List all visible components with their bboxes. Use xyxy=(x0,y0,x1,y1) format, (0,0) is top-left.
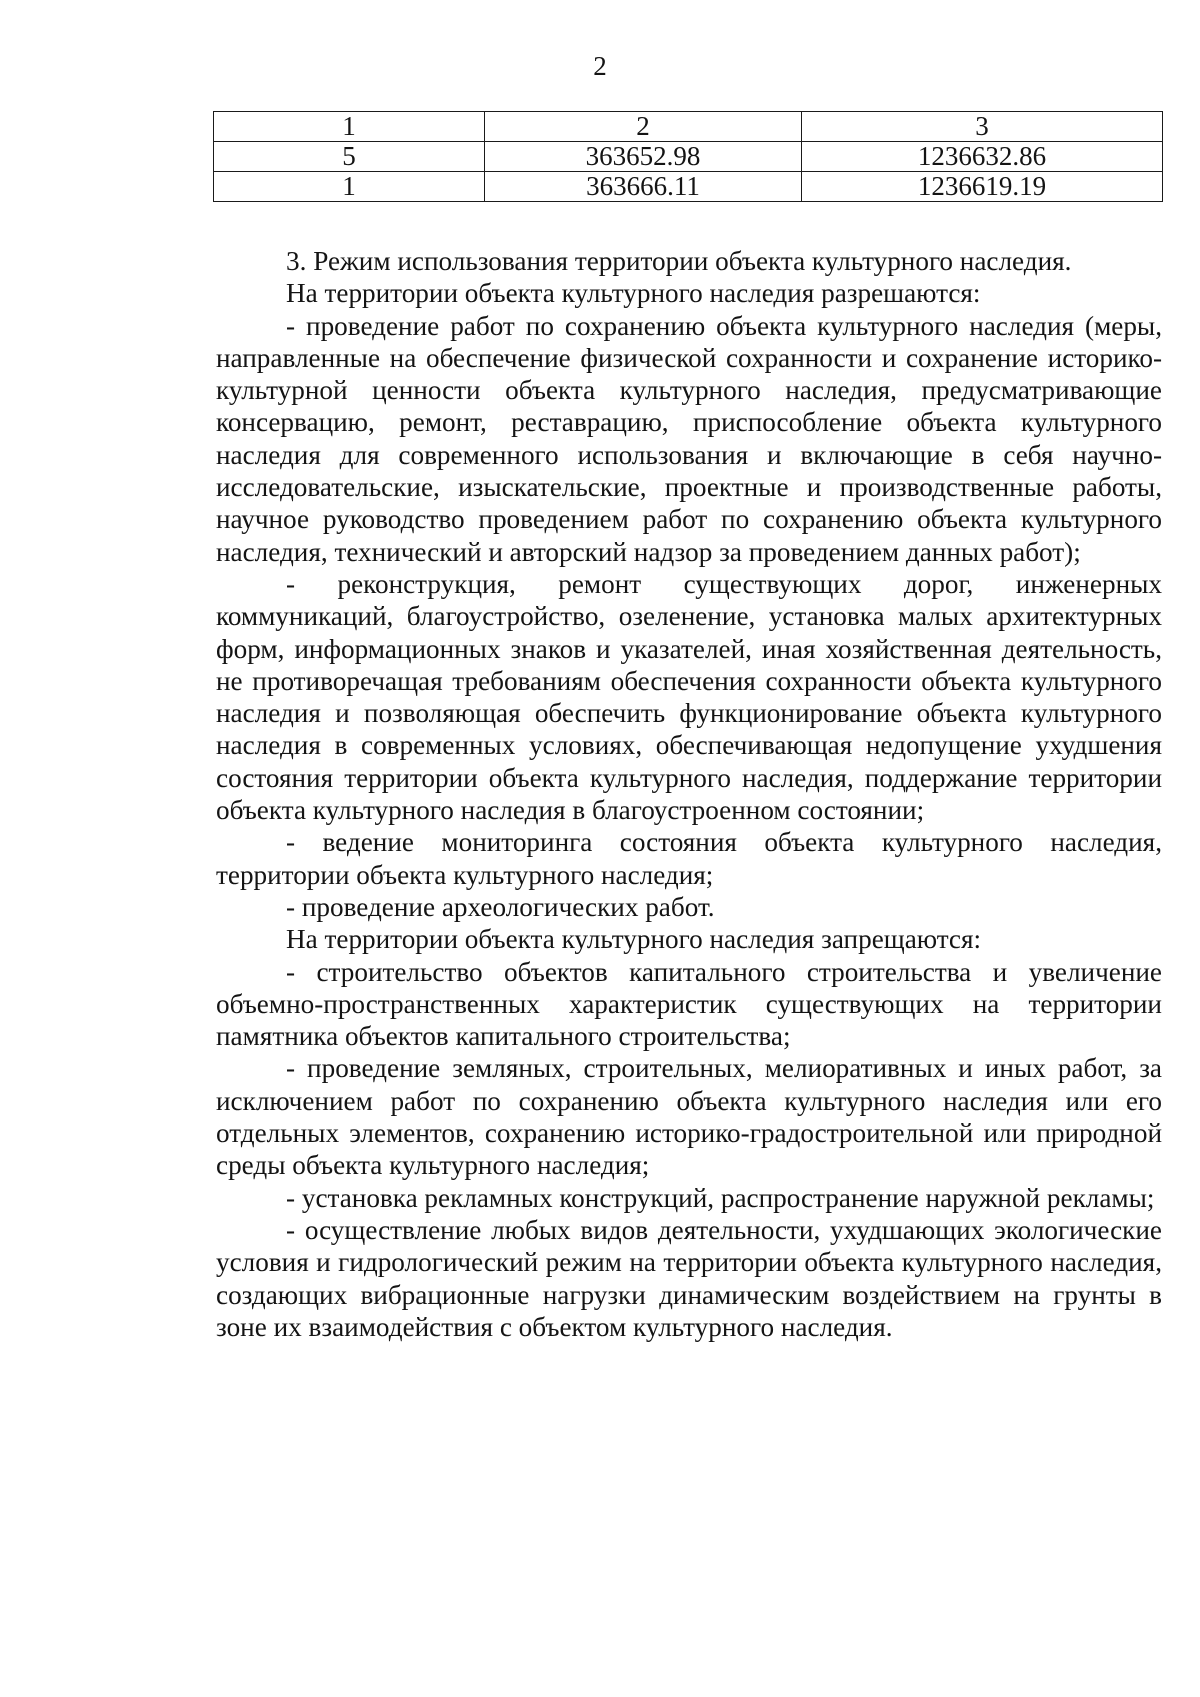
permitted-item: - ведение мониторинга состояния объекта культурного наследия, территории объекта культурного наследия; xyxy=(216,827,1162,890)
table-cell-y-coordinate: 1236619.19 xyxy=(802,172,1163,202)
table-header-cell: 2 xyxy=(485,112,802,142)
table-cell-x-coordinate: 363666.11 xyxy=(485,172,802,202)
prohibited-item: - строительство объектов капитального строительства и увеличение объемно-пространственных характеристик существующих на территории памятника объектов капитального строительства; xyxy=(216,956,1162,1052)
table-row xyxy=(214,172,1163,202)
section-heading: 3. Режим использования территории объекта культурного наследия. xyxy=(286,246,1072,276)
permitted-item: - реконструкция, ремонт существующих дорог, инженерных коммуникаций, благоустройство, озеленение, установка малых архитектурных форм, информационных знаков и указателей, иная хозяйственная деятельность, не противоречащая требованиям обеспечения сохранности объекта культурного наследия и позволяющая обеспечить функционирование объекта культурного наследия в современных условиях, обеспечивающая недопущение ухудшения состояния территории объекта культурного наследия, поддержание территории объекта культурного наследия в благоустроенном состоянии; xyxy=(216,568,1162,826)
document-body xyxy=(216,245,1162,1343)
table-header-cell: 3 xyxy=(802,112,1163,142)
prohibited-item: - проведение земляных, строительных, мелиоративных и иных работ, за исключением работ по сохранению объекта культурного наследия или его отдельных элементов, сохранению историко-градостроительной или природной среды объекта культурного наследия; xyxy=(216,1053,1162,1181)
table-header-row xyxy=(214,112,1163,142)
table-cell-point-number: 5 xyxy=(214,142,485,172)
table-row xyxy=(214,142,1163,172)
permitted-intro: На территории объекта культурного наследия разрешаются: xyxy=(286,278,981,309)
coordinates-table xyxy=(213,111,1163,202)
prohibited-item: - установка рекламных конструкций, распространение наружной рекламы; xyxy=(286,1182,1155,1213)
table-cell-point-number: 1 xyxy=(214,172,485,202)
permitted-item: - проведение работ по сохранению объекта культурного наследия (меры, направленные на обеспечение физической сохранности и сохранение историко-культурной ценности объекта культурного наследия, предусматривающие консервацию, ремонт, реставрацию, приспособление объекта культурного наследия для современного использования и включающие в себя научно-исследовательские, изыскательские, проектные и производственные работы, научное руководство проведением работ по сохранению объекта культурного наследия, технический и авторский надзор за проведением данных работ); xyxy=(216,310,1162,567)
page-number: 2 xyxy=(593,51,607,81)
table-header-cell: 1 xyxy=(214,112,485,142)
table-cell-y-coordinate: 1236632.86 xyxy=(802,142,1163,172)
permitted-item: - проведение археологических работ. xyxy=(286,891,715,922)
table-cell-x-coordinate: 363652.98 xyxy=(485,142,802,172)
prohibited-item: - осуществление любых видов деятельности, ухудшающих экологические условия и гидрологический режим на территории объекта культурного наследия, создающих вибрационные нагрузки динамическим воздействием на грунты в зоне их взаимодействия с объектом культурного наследия. xyxy=(216,1214,1162,1342)
prohibited-intro: На территории объекта культурного наследия запрещаются: xyxy=(286,924,982,955)
